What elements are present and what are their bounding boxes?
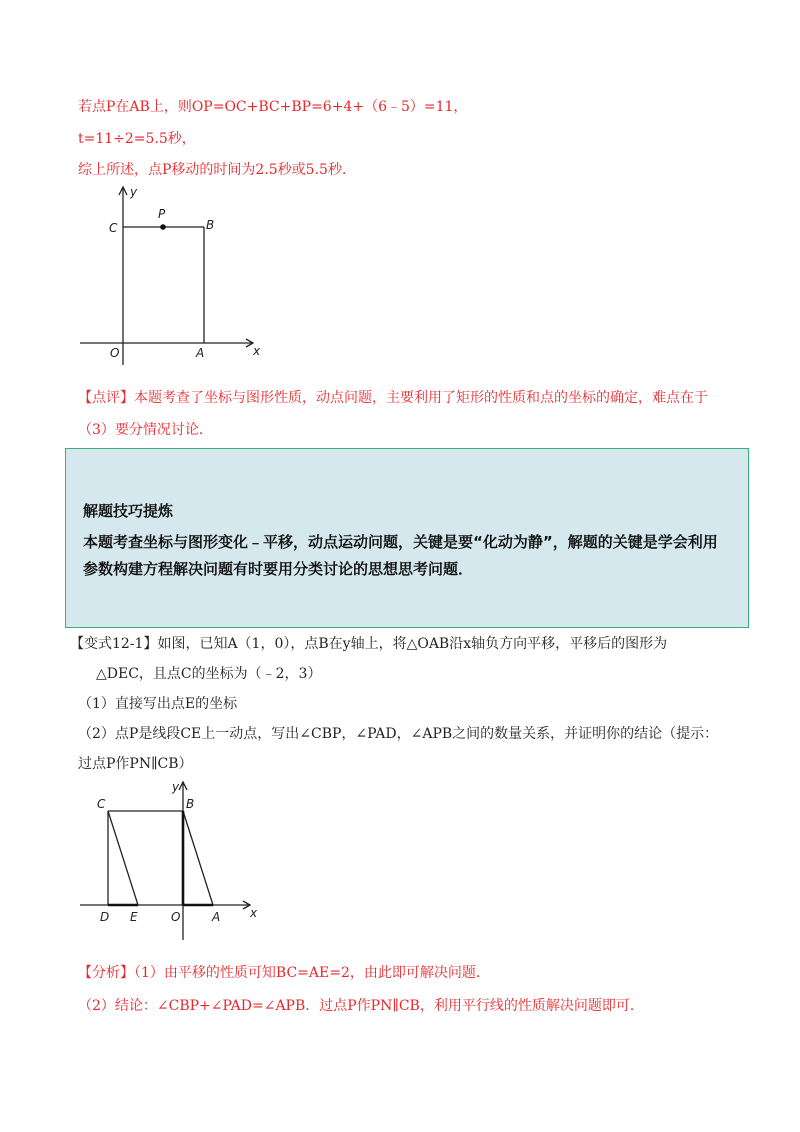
label-x: x — [250, 906, 258, 920]
analysis-line-2: （2）结论：∠CBP+∠PAD=∠APB．过点P作PN∥CB，利用平行线的性质解决问题即可． — [78, 998, 644, 1014]
label-O: O — [171, 910, 181, 924]
label-y: y — [172, 780, 180, 794]
tips-title: 解题技巧提炼 — [83, 502, 174, 520]
label-A: A — [196, 346, 205, 360]
label-O: O — [110, 346, 120, 360]
label-y: y — [130, 185, 138, 199]
comment-line-1: 【点评】本题考查了坐标与图形性质，动点问题，主要利用了矩形的性质和点的坐标的确定，难点在于 — [78, 390, 708, 406]
segment-CE — [108, 811, 138, 905]
label-C: C — [109, 221, 118, 235]
figure-2-translation-diagram — [72, 775, 272, 945]
point-P-dot — [160, 224, 166, 230]
variant-stem-line-1: 【变式12-1】如图，已知A（1，0），点B在y轴上，将△OAB沿x轴负方向平移，平移后的图形为 — [70, 636, 668, 652]
variant-stem-line-2: △DEC，且点C的坐标为（﹣2，3） — [96, 666, 322, 682]
tips-box — [65, 448, 749, 628]
label-B: B — [206, 218, 215, 232]
solution-line-1: 若点P在AB上，则OP=OC+BC+BP=6+4+（6﹣5）=11， — [78, 99, 468, 115]
figure-1-rectangle-diagram — [72, 180, 272, 365]
question-2-line-1: （2）点P是线段CE上一动点，写出∠CBP，∠PAD，∠APB之间的数量关系，并证明你的结论（提示： — [78, 726, 719, 742]
label-C: C — [97, 797, 106, 811]
tips-body: 本题考查坐标与图形变化﹣平移，动点运动问题，关键是要“化动为静”，解题的关键是学会利用参数构建方程解决问题有时要用分类讨论的思想思考问题． — [83, 533, 718, 578]
label-E: E — [130, 910, 138, 924]
analysis-line-1: 【分析】（1）由平移的性质可知BC=AE=2，由此即可解决问题． — [78, 965, 490, 981]
label-P: P — [158, 207, 166, 221]
question-2-line-2: 过点P作PN∥CB） — [78, 756, 193, 772]
solution-line-3: 综上所述，点P移动的时间为2.5秒或5.5秒． — [78, 162, 356, 178]
question-1: （1）直接写出点E的坐标 — [78, 696, 238, 712]
label-A: A — [212, 910, 221, 924]
label-D: D — [100, 910, 110, 924]
comment-line-2: （3）要分情况讨论． — [78, 422, 213, 438]
label-x: x — [253, 344, 261, 358]
solution-line-2: t=11÷2=5.5秒， — [78, 131, 196, 147]
segment-BA — [183, 811, 213, 905]
label-B: B — [186, 797, 195, 811]
